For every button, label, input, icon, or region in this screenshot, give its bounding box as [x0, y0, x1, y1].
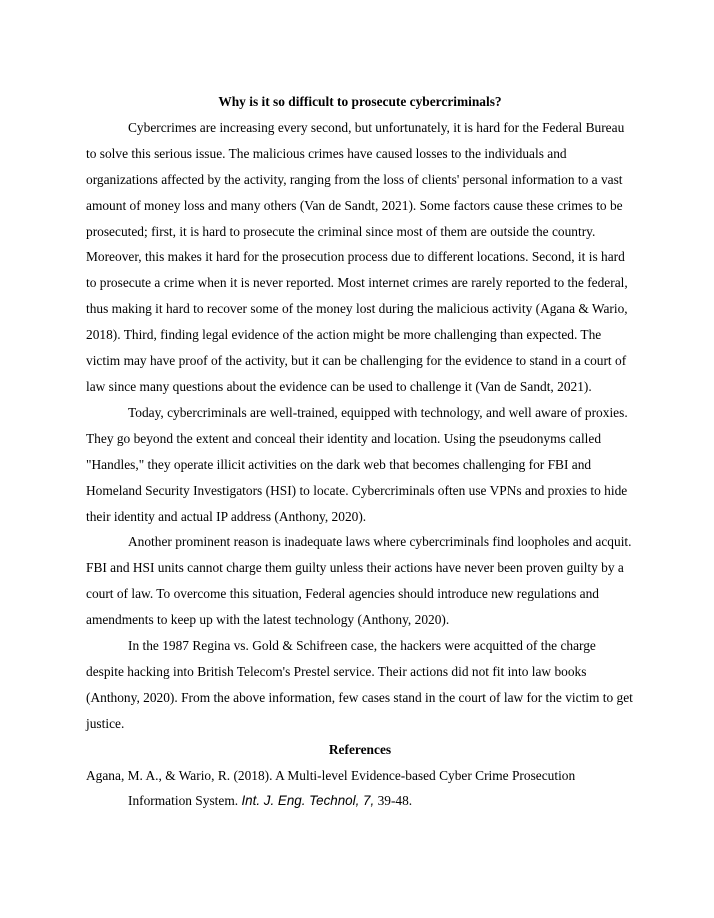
paragraph-4: In the 1987 Regina vs. Gold & Schifreen case, the hackers were acquitted of the charge despite hacking into British Telecom's Prestel service. Their actions did not fit into law books (Anthony, 2020). From the above information, few cases stand in the court of law for the victim to get justice. [86, 638, 633, 731]
document-title: Why is it so difficult to prosecute cybercriminals? [218, 94, 502, 109]
reference-journal: Int. J. Eng. Technol, 7, [241, 793, 375, 809]
paragraph-2: Today, cybercriminals are well-trained, equipped with technology, and well aware of proxies. They go beyond the extent and conceal their identity and location. Using the pseudonyms called "Handles," they operate illicit activities on the dark web that becomes challenging for FBI and Homeland Security Investigators (HSI) to locate. Cybercriminals often use VPNs and proxies to hide their identity and actual IP address (Anthony, 2020). [86, 404, 628, 524]
references-heading: References [328, 741, 392, 757]
document-page [86, 89, 634, 814]
paragraph-3: Another prominent reason is inadequate laws where cybercriminals find loopholes and acquit. FBI and HSI units cannot charge them guilty unless their actions have never been proven guilty by a court of law. To overcome this situation, Federal agencies should introduce new regulations and amendments to keep up with the latest technology (Anthony, 2020). [86, 534, 632, 628]
reference-entry [86, 763, 634, 815]
reference-authors-title: Agana, M. A., & Wario, R. (2018). A Multi-level Evidence-based Cyber Crime Prosecution Information System. [86, 767, 576, 809]
paragraph-1: Cybercrimes are increasing every second, but unfortunately, it is hard for the Federal Bureau to solve this serious issue. The malicious crimes have caused losses to the individuals and organizations affected by the activity, ranging from the loss of clients' personal information to a vast amount of money loss and many others (Van de Sandt, 2021). Some factors cause these crimes to be prosecuted; first, it is hard to prosecute the criminal since most of them are outside the country. Moreover, this makes it hard for the prosecution process due to different locations. Second, it is hard to prosecute a crime when it is never reported. Most internet crimes are rarely reported to the federal, thus making it hard to recover some of the money lost during the malicious activity (Agana & Wario, 2018). Third, finding legal evidence of the action might be more challenging than expected. The victim may have proof of the activity, but it can be challenging for the evidence to stand in a court of law since many questions about the evidence can be used to challenge it (Van de Sandt, 2021). [86, 119, 628, 394]
reference-pages: 39-48. [377, 793, 413, 809]
